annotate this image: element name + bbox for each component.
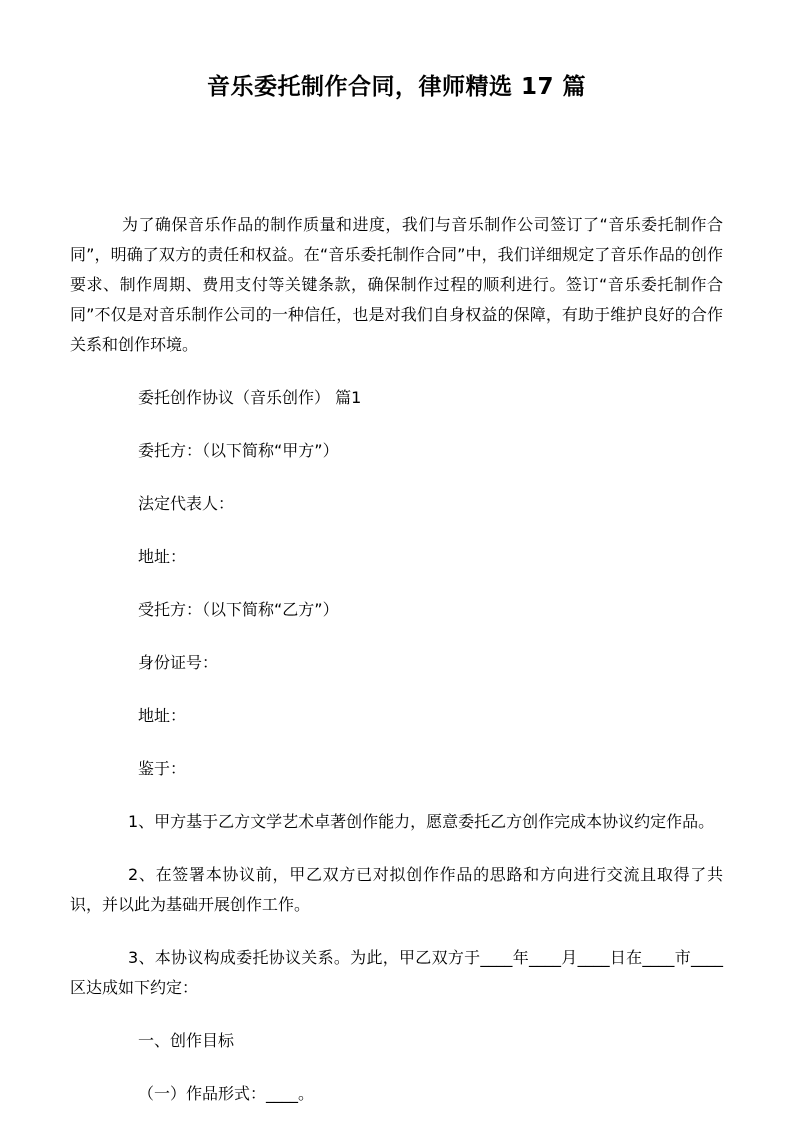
clause-1-heading: 一、创作目标 [138,1031,235,1050]
intro-paragraph: 为了确保音乐作品的制作质量和进度，我们与音乐制作公司签订了“音乐委托制作合同”，明确了双方的责任和权益。在“音乐委托制作合同”中，我们详细规定了音乐作品的创作要求、制作周期、费用支付等关键条款，确保制作过程的顺利进行。签订“音乐委托制作合同”不仅是对音乐制作公司的一种信任，也是对我们自身权益的保障，有助于维护良好的合作关系和创作环境。 [70,215,723,354]
party-b-address-label: 地址： [138,706,187,725]
whereas-label: 鉴于： [138,759,187,778]
document-title: 音乐委托制作合同，律师精选 17 篇 [206,74,587,100]
party-a-address-label: 地址： [138,547,187,566]
section-title: 委托创作协议（音乐创作） 篇1 [138,388,362,407]
party-a-label: 委托方：（以下简称“甲方”） [138,441,339,460]
party-b-label: 受托方：（以下简称“乙方”） [138,600,339,619]
clause-1-item-1: （一）作品形式：____。 [138,1084,315,1103]
id-number-label: 身份证号： [138,653,219,672]
legal-representative-label: 法定代表人： [138,494,235,513]
recital-1: 1、甲方基于乙方文学艺术卓著创作能力，愿意委托乙方创作完成本协议约定作品。 [128,812,715,831]
recital-2: 2、在签署本协议前，甲乙双方已对拟创作作品的思路和方向进行交流且取得了共识，并以此为基础开展创作工作。 [70,865,723,914]
recital-3: 3、本协议构成委托协议关系。为此，甲乙双方于____年____月____日在____市____区达成如下约定： [70,948,723,997]
